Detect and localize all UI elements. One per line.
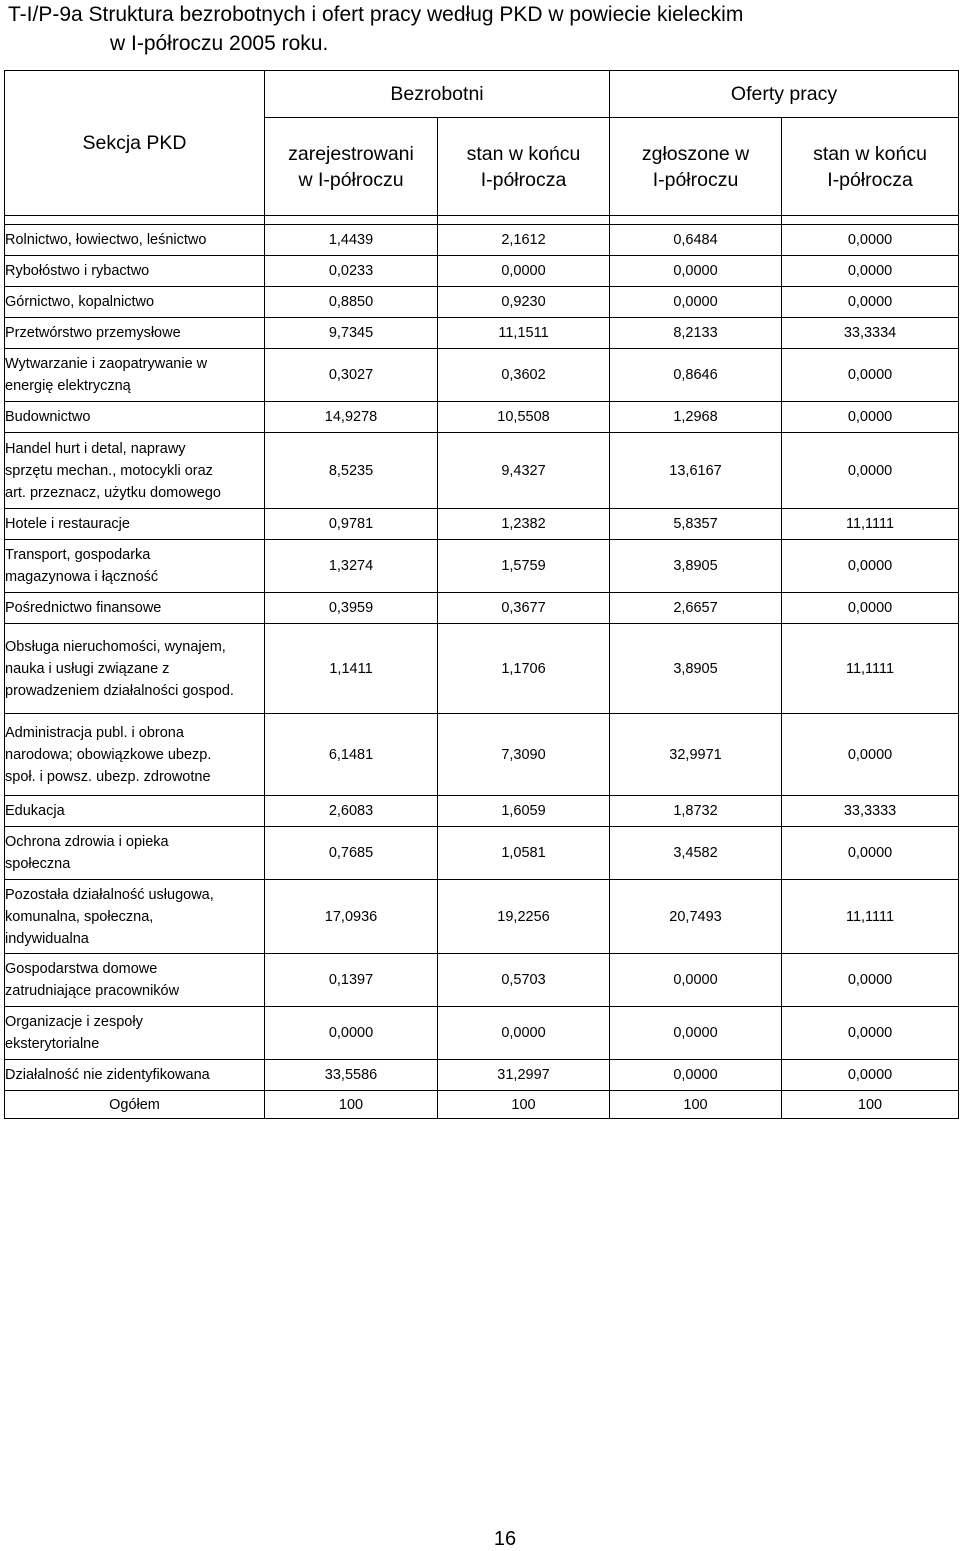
header-line: I-półrocza (480, 168, 567, 191)
row-value: 33,3334 (782, 318, 959, 349)
row-value: 1,4439 (265, 225, 438, 256)
row-label-line: Transport, gospodarka (5, 547, 151, 563)
row-value: 0,0000 (782, 827, 959, 880)
row-label (5, 954, 265, 1007)
row-value: 0,0000 (610, 256, 782, 287)
row-value: 0,0000 (782, 1007, 959, 1060)
table-row (5, 880, 959, 954)
row-label-line: Pośrednictwo finansowe (5, 600, 162, 616)
row-value: 0,0000 (610, 1060, 782, 1091)
row-value: 19,2256 (438, 880, 610, 954)
table-row (5, 827, 959, 880)
table-row (5, 714, 959, 796)
table-row (5, 433, 959, 509)
title-line-1: T-I/P-9a Struktura bezrobotnych i ofert pracy według PKD w powiecie kieleckim (8, 3, 744, 26)
header-oferty-pracy: Oferty pracy (610, 71, 959, 118)
row-label-line: prowadzeniem działalności gospod. (5, 682, 234, 699)
row-value: 0,0000 (438, 1007, 610, 1060)
row-value: 32,9971 (610, 714, 782, 796)
row-value: 33,3333 (782, 796, 959, 827)
row-label (5, 318, 265, 349)
table-row (5, 402, 959, 433)
header-line: zarejestrowani (288, 142, 414, 165)
row-label-line: Przetwórstwo przemysłowe (5, 325, 181, 341)
row-value: 11,1111 (782, 624, 959, 714)
row-label-line: Edukacja (5, 803, 65, 819)
row-value: 0,0000 (610, 1007, 782, 1060)
table-row (5, 509, 959, 540)
row-value: 0,9230 (438, 287, 610, 318)
row-label-line: Pozostała działalność usługowa, (5, 886, 214, 903)
row-value: 1,2382 (438, 509, 610, 540)
row-value: 0,0000 (782, 225, 959, 256)
row-value: 1,5759 (438, 540, 610, 593)
row-label (5, 714, 265, 796)
header-line: I-półroczu (652, 168, 739, 191)
row-label-line: Handel hurt i detal, naprawy (5, 440, 186, 457)
row-value: 1,6059 (438, 796, 610, 827)
row-label-line: sprzętu mechan., motocykli oraz (5, 462, 213, 479)
row-label-line: Hotele i restauracje (5, 516, 130, 532)
row-value: 0,3027 (265, 349, 438, 402)
header-line: zgłoszone w (641, 142, 750, 165)
row-value: 2,6083 (265, 796, 438, 827)
row-label-line: komunalna, społeczna, (5, 908, 154, 925)
row-label-line: Wytwarzanie i zaopatrywanie w (5, 356, 208, 372)
row-label (5, 287, 265, 318)
row-value: 0,0000 (782, 714, 959, 796)
total-row (5, 1091, 959, 1119)
row-label (5, 880, 265, 954)
table-row (5, 593, 959, 624)
row-value: 0,7685 (265, 827, 438, 880)
spacer-row (5, 216, 959, 225)
total-value: 100 (438, 1091, 610, 1119)
row-value: 3,8905 (610, 540, 782, 593)
row-value: 0,8646 (610, 349, 782, 402)
row-label-line: eksterytorialne (5, 1036, 100, 1052)
table-row (5, 1007, 959, 1060)
total-value: 100 (265, 1091, 438, 1119)
row-label (5, 624, 265, 714)
row-label-line: Rolnictwo, łowiectwo, leśnictwo (5, 232, 207, 248)
row-value: 1,3274 (265, 540, 438, 593)
row-value: 0,1397 (265, 954, 438, 1007)
row-label-line: Budownictwo (5, 409, 91, 425)
row-value: 11,1111 (782, 509, 959, 540)
table-row (5, 349, 959, 402)
page-number: 16 (493, 1528, 517, 1550)
row-label (5, 433, 265, 509)
row-value: 0,0000 (782, 540, 959, 593)
row-label-line: indywidualna (5, 930, 89, 947)
row-label (5, 349, 265, 402)
row-value: 9,7345 (265, 318, 438, 349)
row-label-line: Organizacje i zespoły (5, 1014, 143, 1030)
row-value: 0,0000 (782, 402, 959, 433)
row-label (5, 509, 265, 540)
table-row (5, 225, 959, 256)
row-label (5, 593, 265, 624)
header-line: I-półrocza (827, 168, 913, 191)
row-label (5, 225, 265, 256)
table-row (5, 954, 959, 1007)
table-row (5, 1060, 959, 1091)
row-label-line: energię elektryczną (5, 378, 131, 394)
row-value: 0,8850 (265, 287, 438, 318)
row-label-line: Działalność nie zidentyfikowana (5, 1067, 210, 1083)
row-label-line: Górnictwo, kopalnictwo (5, 294, 155, 310)
row-label-line: społ. i powsz. ubezp. zdrowotne (5, 768, 211, 785)
row-value: 1,1411 (265, 624, 438, 714)
row-value: 0,0000 (782, 1060, 959, 1091)
total-value: 100 (782, 1091, 959, 1119)
row-value: 1,1706 (438, 624, 610, 714)
row-value: 0,3959 (265, 593, 438, 624)
row-value: 0,0000 (438, 256, 610, 287)
row-value: 0,0000 (610, 954, 782, 1007)
row-label-line: nauka i usługi związane z (5, 660, 170, 677)
row-value: 3,4582 (610, 827, 782, 880)
header-line: stan w końcu (813, 142, 927, 165)
row-value: 1,8732 (610, 796, 782, 827)
row-label-line: Ochrona zdrowia i opieka (5, 834, 169, 850)
row-value: 5,8357 (610, 509, 782, 540)
table-row (5, 796, 959, 827)
row-value: 0,0000 (782, 954, 959, 1007)
table-row (5, 624, 959, 714)
row-label-line: Gospodarstwa domowe (5, 961, 158, 977)
pkd-structure-table (4, 70, 959, 1119)
row-value: 1,0581 (438, 827, 610, 880)
header-zgloszone (610, 118, 782, 216)
row-value: 2,6657 (610, 593, 782, 624)
header-line: stan w końcu (466, 142, 581, 165)
row-value: 2,1612 (438, 225, 610, 256)
row-value: 8,2133 (610, 318, 782, 349)
row-label-line: Obsługa nieruchomości, wynajem, (5, 638, 226, 655)
row-value: 0,0233 (265, 256, 438, 287)
row-label-line: Administracja publ. i obrona (5, 724, 184, 741)
table-row (5, 256, 959, 287)
title-line-2: w I-półroczu 2005 roku. (110, 32, 329, 55)
row-label-line: art. przeznacz, użytku domowego (5, 484, 221, 501)
row-value: 11,1111 (782, 880, 959, 954)
row-value: 0,6484 (610, 225, 782, 256)
table-body (5, 216, 959, 1091)
header-sekcja-pkd: Sekcja PKD (5, 71, 265, 216)
total-label: Ogółem (5, 1091, 265, 1119)
header-bezrobotni: Bezrobotni (265, 71, 610, 118)
row-value: 0,9781 (265, 509, 438, 540)
row-label (5, 402, 265, 433)
row-value: 0,3602 (438, 349, 610, 402)
header-line: w I-półroczu (298, 168, 404, 191)
row-value: 14,9278 (265, 402, 438, 433)
row-value: 0,0000 (610, 287, 782, 318)
total-value: 100 (610, 1091, 782, 1119)
row-label (5, 827, 265, 880)
row-value: 0,5703 (438, 954, 610, 1007)
row-label (5, 1060, 265, 1091)
row-value: 0,0000 (782, 349, 959, 402)
table-row (5, 540, 959, 593)
header-oferty-stan (782, 118, 959, 216)
row-value: 11,1511 (438, 318, 610, 349)
row-label-line: narodowa; obowiązkowe ubezp. (5, 746, 212, 763)
row-value: 20,7493 (610, 880, 782, 954)
row-value: 31,2997 (438, 1060, 610, 1091)
row-value: 0,0000 (782, 593, 959, 624)
row-label (5, 1007, 265, 1060)
row-value: 3,8905 (610, 624, 782, 714)
row-label (5, 540, 265, 593)
row-value: 7,3090 (438, 714, 610, 796)
row-label-line: zatrudniające pracowników (5, 983, 180, 999)
row-value: 8,5235 (265, 433, 438, 509)
row-value: 17,0936 (265, 880, 438, 954)
row-value: 0,0000 (265, 1007, 438, 1060)
row-label (5, 796, 265, 827)
table-row (5, 287, 959, 318)
row-value: 10,5508 (438, 402, 610, 433)
row-value: 6,1481 (265, 714, 438, 796)
page-title (8, 0, 953, 58)
row-value: 13,6167 (610, 433, 782, 509)
row-value: 0,0000 (782, 287, 959, 318)
row-label (5, 256, 265, 287)
row-value: 9,4327 (438, 433, 610, 509)
row-label-line: magazynowa i łączność (5, 569, 159, 585)
header-zarejestrowani (265, 118, 438, 216)
row-label-line: społeczna (5, 856, 71, 872)
row-label-line: Rybołóstwo i rybactwo (5, 263, 150, 279)
row-value: 1,2968 (610, 402, 782, 433)
row-value: 33,5586 (265, 1060, 438, 1091)
table-row (5, 318, 959, 349)
row-value: 0,0000 (782, 433, 959, 509)
header-bezrobotni-stan (438, 118, 610, 216)
row-value: 0,0000 (782, 256, 959, 287)
row-value: 0,3677 (438, 593, 610, 624)
